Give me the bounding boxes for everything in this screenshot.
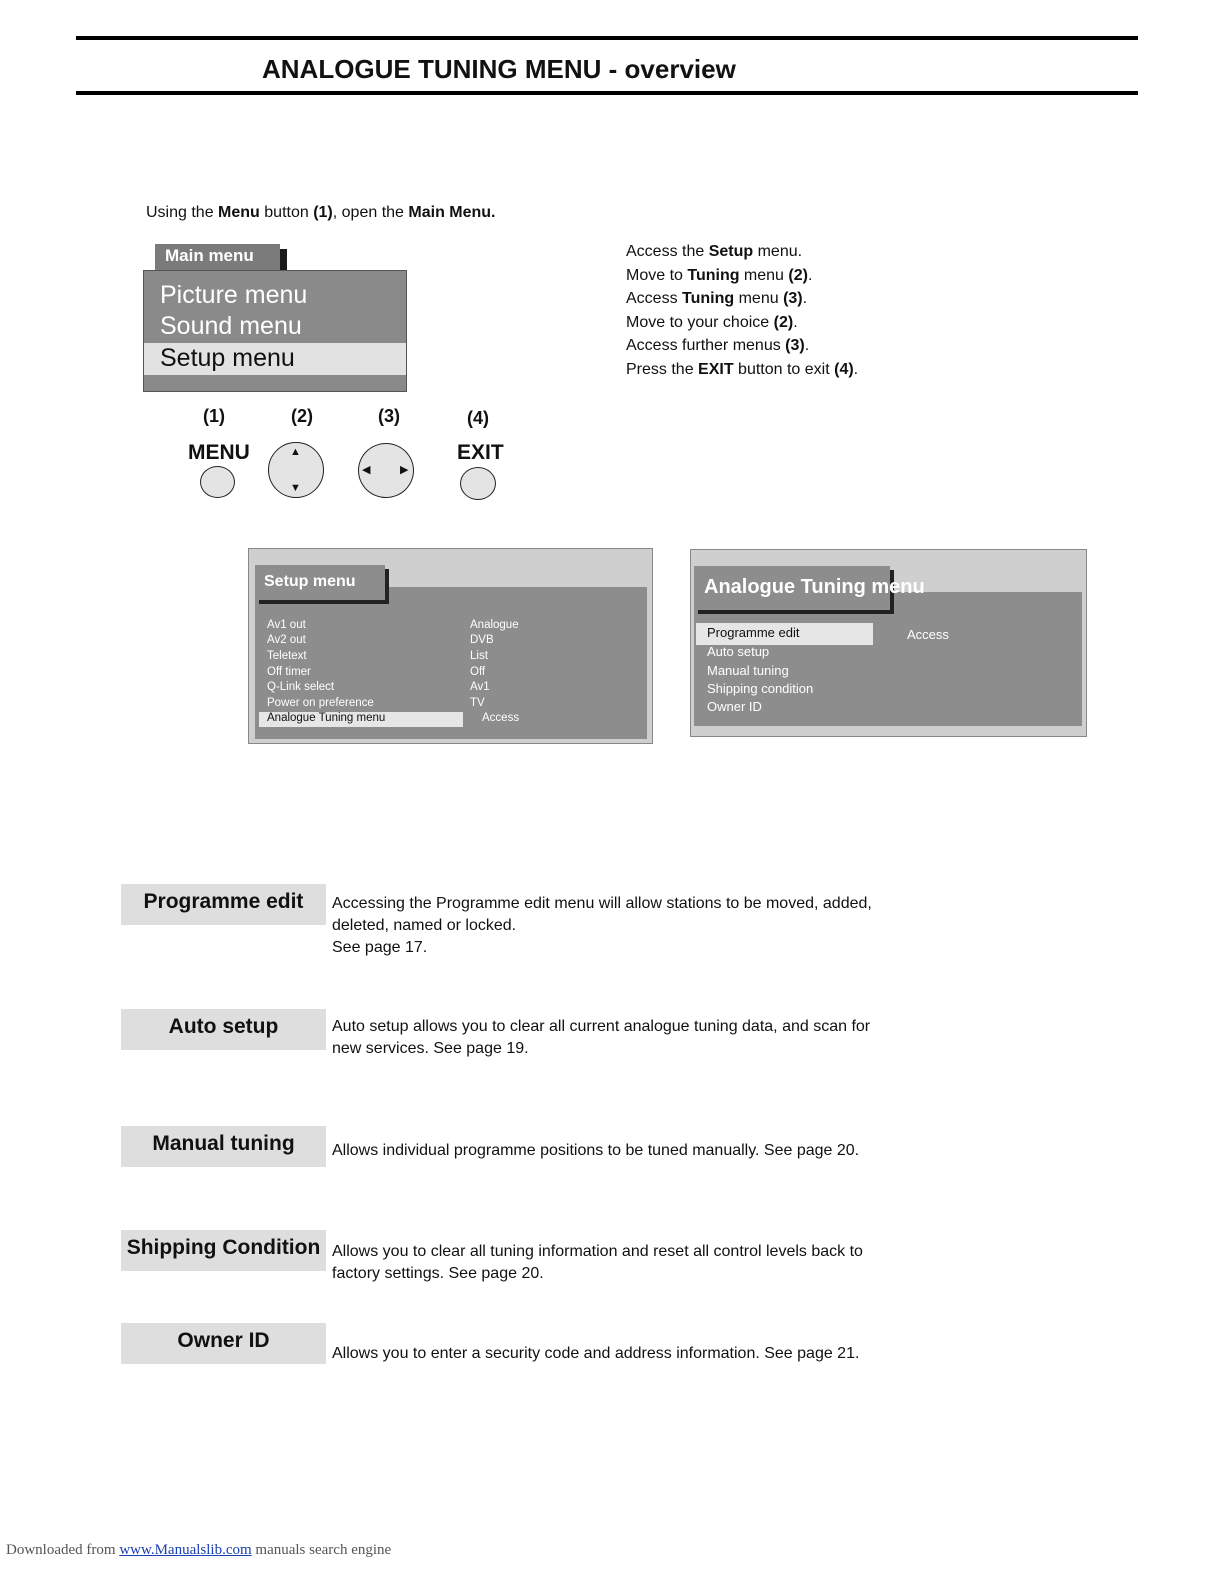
- setup-menu-item: Power on preference: [267, 697, 374, 709]
- term-owner-id: Owner ID: [121, 1323, 326, 1364]
- term-shipping-condition: Shipping Condition: [121, 1230, 326, 1271]
- top-rule: [76, 36, 1138, 40]
- setup-menu-screenshot: [248, 548, 653, 744]
- instruction-steps: [626, 240, 858, 381]
- right-arrow-icon: ▶: [400, 464, 409, 476]
- step-line: Move to Tuning menu (2).: [626, 266, 813, 284]
- tuning-menu-value: Access: [907, 627, 949, 642]
- tuning-menu-screenshot: [690, 549, 1087, 737]
- tuning-menu-item: Auto setup: [707, 644, 770, 659]
- tuning-menu-item: Owner ID: [707, 699, 762, 714]
- step-line: Access further menus (3).: [626, 337, 810, 354]
- tuning-menu-item-selected: Programme edit: [707, 625, 800, 640]
- down-arrow-icon: ▼: [290, 482, 301, 494]
- main-menu-item: Picture menu: [160, 281, 308, 309]
- desc-manual-tuning: Allows individual programme positions to be tuned manually. See page 20.: [332, 1142, 860, 1159]
- setup-menu-value: List: [470, 650, 488, 662]
- tuning-menu-tab: Analogue Tuning menu: [694, 566, 890, 610]
- main-menu-item-selected: Setup menu: [160, 344, 295, 372]
- setup-menu-value: TV: [470, 697, 485, 709]
- left-arrow-icon: ◀: [362, 464, 371, 476]
- tuning-menu-item: Manual tuning: [707, 663, 789, 678]
- setup-menu-tab: Setup menu: [255, 565, 385, 600]
- manualslib-link[interactable]: www.Manualslib.com: [119, 1542, 252, 1558]
- setup-menu-value: Off: [470, 666, 486, 678]
- setup-menu-value: Av1: [470, 681, 490, 693]
- term-programme-edit: Programme edit: [121, 884, 326, 925]
- step-line: Press the EXIT button to exit (4).: [626, 360, 859, 378]
- setup-menu-value: Access: [482, 712, 520, 724]
- menu-button-label: MENU: [188, 441, 250, 464]
- setup-menu-item: Off timer: [267, 666, 311, 678]
- exit-button[interactable]: [460, 467, 496, 500]
- up-arrow-icon: ▲: [290, 446, 301, 458]
- setup-menu-item-selected: Analogue Tuning menu: [267, 712, 386, 724]
- tuning-menu-item: Shipping condition: [707, 681, 814, 696]
- up-down-button[interactable]: [268, 442, 324, 498]
- step-line: Move to your choice (2).: [626, 313, 798, 331]
- page-title: ANALOGUE TUNING MENU - overview: [262, 54, 736, 84]
- desc-auto-setup: Auto setup allows you to clear all current analogue tuning data, and scan for new services. See page 19.: [332, 1018, 871, 1057]
- exit-button-label: EXIT: [457, 441, 504, 464]
- button-number-1: (1): [203, 406, 225, 426]
- setup-menu-value: DVB: [470, 634, 494, 646]
- button-number-2: (2): [291, 406, 313, 426]
- setup-menu-item: Q-Link select: [267, 681, 335, 693]
- desc-shipping-condition: Allows you to clear all tuning information and reset all control levels back to factory settings. See page 20.: [332, 1243, 863, 1282]
- desc-programme-edit: Accessing the Programme edit menu will allow stations to be moved, added, deleted, named or locked. See page 17.: [332, 895, 872, 956]
- button-number-3: (3): [378, 406, 400, 426]
- main-menu-item: Sound menu: [160, 312, 302, 340]
- setup-menu-item: Av2 out: [267, 634, 306, 646]
- footer: Downloaded from www.Manualslib.com manuals search engine: [6, 1542, 392, 1558]
- desc-owner-id: Allows you to enter a security code and address information. See page 21.: [332, 1345, 860, 1362]
- term-auto-setup: Auto setup: [121, 1009, 326, 1050]
- left-right-button[interactable]: [358, 443, 414, 498]
- button-number-4: (4): [467, 408, 489, 428]
- main-menu-panel: [143, 270, 407, 392]
- setup-menu-value: Analogue: [470, 619, 519, 631]
- menu-button[interactable]: [200, 466, 235, 498]
- intro-text: Using the Menu button (1), open the Main Menu.: [146, 204, 496, 221]
- setup-menu-item: Av1 out: [267, 619, 306, 631]
- main-menu-tab: Main menu: [155, 244, 280, 270]
- title-rule: [76, 91, 1138, 95]
- step-line: Access the Setup menu.: [626, 243, 803, 260]
- step-line: Access Tuning menu (3).: [626, 290, 808, 307]
- setup-menu-item: Teletext: [267, 650, 307, 662]
- term-manual-tuning: Manual tuning: [121, 1126, 326, 1167]
